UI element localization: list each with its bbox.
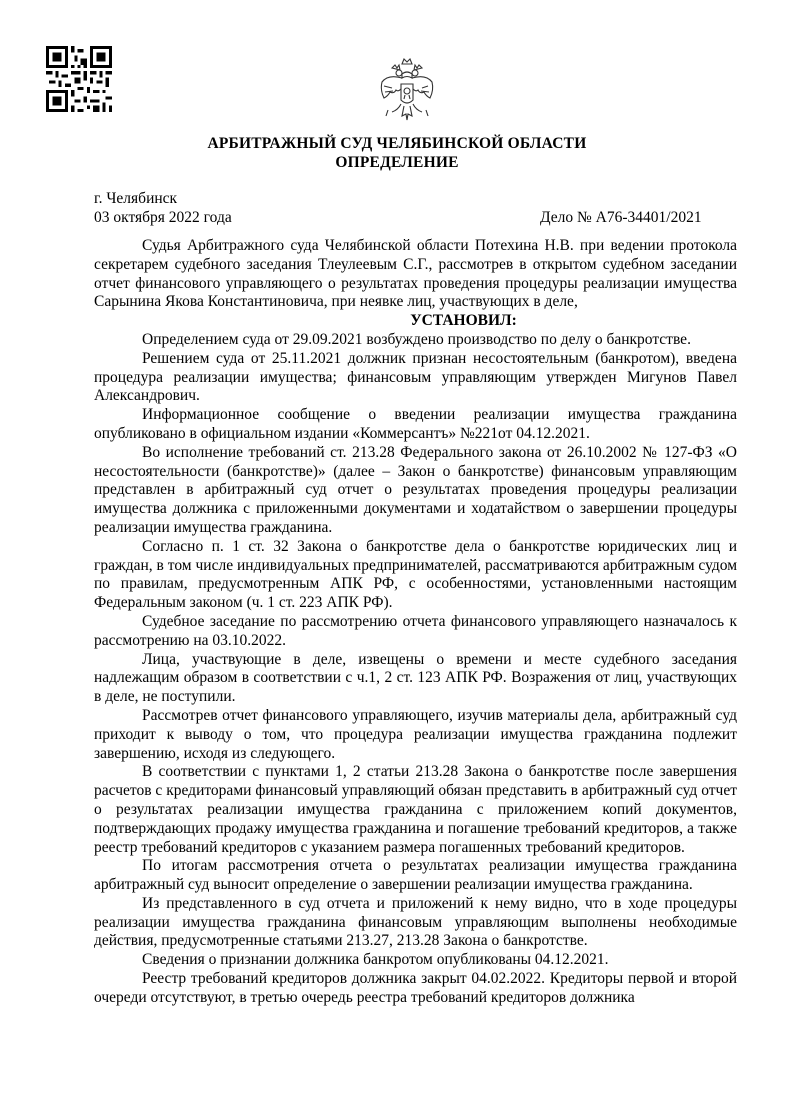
court-name: АРБИТРАЖНЫЙ СУД ЧЕЛЯБИНСКОЙ ОБЛАСТИ <box>207 135 587 152</box>
city: г. Челябинск <box>94 190 178 207</box>
document-body <box>94 237 737 1008</box>
coat-of-arms-icon <box>378 56 436 128</box>
case-number: Дело № А76-34401/2021 <box>540 209 702 226</box>
intro-paragraph: Судья Арбитражного суда Челябинской области Потехина Н.В. при ведении протокола секретарем судебного заседания Тлеулеевым С.Г., рассмотрев в открытом судебном заседании отчет финансового управляющего о результатах проведения процедуры реализации имущества Сарынина Якова Константиновича, при неявке лиц, участвующих в деле, <box>94 237 737 311</box>
paragraph: Судебное заседание по рассмотрению отчета финансового управляющего назначалось к рассмотрению на 03.10.2022. <box>94 612 737 649</box>
paragraph: Определением суда от 29.09.2021 возбуждено производство по делу о банкротстве. <box>142 330 691 348</box>
document-type: ОПРЕДЕЛЕНИЕ <box>335 154 459 171</box>
paragraph: Решением суда от 25.11.2021 должник признан несостоятельным (банкротом), введена процедура реализации имущества; финансовым управляющим утвержден Мигунов Павел Александрович. <box>94 349 737 405</box>
paragraph: В соответствии с пунктами 1, 2 статьи 213.28 Закона о банкротстве после завершения расчетов с кредиторами финансовый управляющий обязан представить в арбитражный суд отчет о результатах реализации имущества гражданина с приложением копий документов, подтверждающих продажу имущества гражданина и погашение требований кредиторов, а также реестр требований кредиторов с указанием размера погашенных требований кредиторов. <box>94 763 737 856</box>
document-date: 03 октября 2022 года <box>94 209 232 226</box>
section-heading: УСТАНОВИЛ: <box>410 312 517 330</box>
paragraph: Из представленного в суд отчета и приложений к нему видно, что в ходе процедуры реализации имущества гражданина финансовым управляющим выполнены необходимые действия, предусмотренные статьями 213.27, 213.28 Закона о банкротстве. <box>94 894 737 950</box>
qr-code-icon <box>46 46 112 112</box>
paragraph: Во исполнение требований ст. 213.28 Федерального закона от 26.10.2002 № 127-ФЗ «О несостоятельности (банкротстве)» (далее – Закон о банкротстве) финансовым управляющим представлен в арбитражный суд отчет о результатах проведения процедуры реализации имущества должника с приложенными документами и ходатайством о завершении процедуры реализации имущества гражданина. <box>94 443 737 536</box>
paragraph: Лица, участвующие в деле, извещены о времени и месте судебного заседания надлежащим образом в соответствии с ч.1, 2 ст. 123 АПК РФ. Возражения от лиц, участвующих в деле, не поступили. <box>94 650 737 706</box>
paragraph: Рассмотрев отчет финансового управляющего, изучив материалы дела, арбитражный суд приходит к выводу о том, что процедура реализации имущества гражданина подлежит завершению, исходя из следующего. <box>94 706 737 762</box>
paragraph: По итогам рассмотрения отчета о результатах реализации имущества гражданина арбитражный суд выносит определение о завершении реализации имущества гражданина. <box>94 857 737 894</box>
paragraph: Сведения о признании должника банкротом опубликованы 04.12.2021. <box>142 951 609 969</box>
paragraph: Информационное сообщение о введении реализации имущества гражданина опубликовано в официальном издании «Коммерсантъ» №221от 04.12.2021. <box>94 406 737 442</box>
paragraph: Реестр требований кредиторов должника закрыт 04.02.2022. Кредиторы первой и второй очереди отсутствуют, в третью очередь реестра требований кредиторов должника <box>94 970 737 1006</box>
paragraph: Согласно п. 1 ст. 32 Закона о банкротстве дела о банкротстве юридических лиц и граждан, в том числе индивидуальных предпринимателей, рассматриваются арбитражным судом по правилам, предусмотренным АПК РФ, с особенностями, установленными настоящим Федеральным законом (ч. 1 ст. 223 АПК РФ). <box>94 537 737 612</box>
